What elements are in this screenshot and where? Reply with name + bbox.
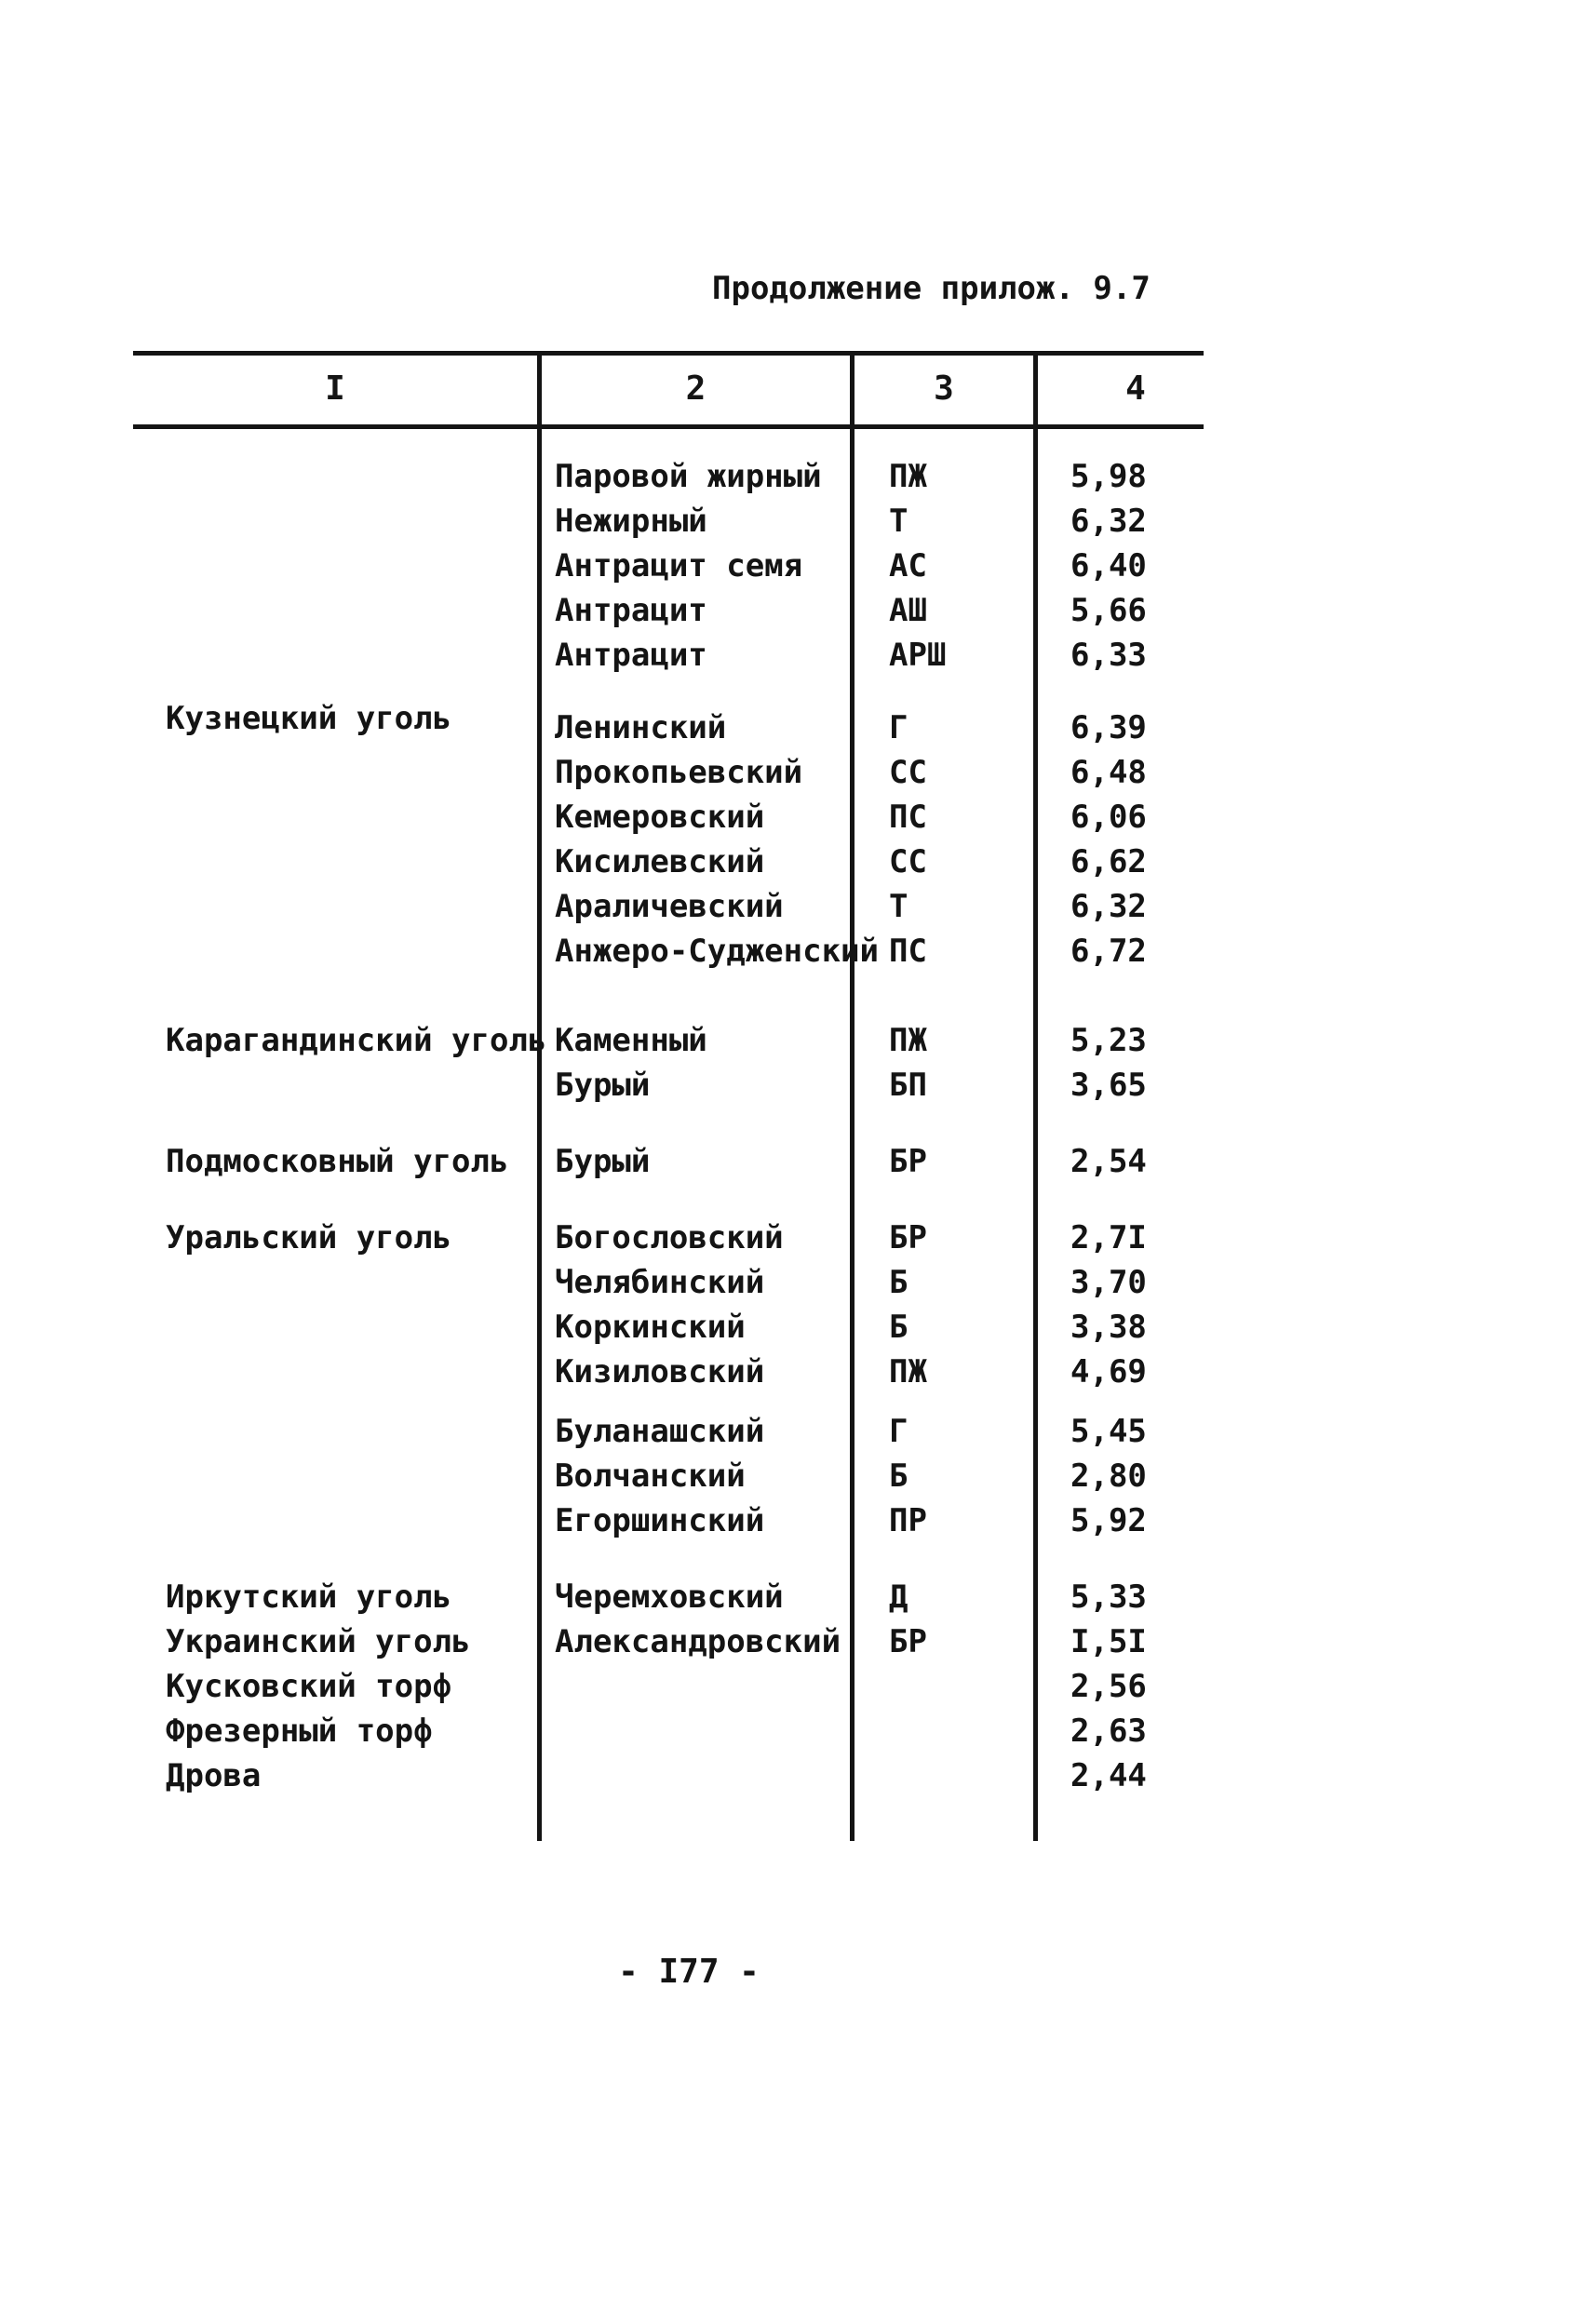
fuel-grade-cell: Егоршинский (555, 1502, 765, 1539)
fuel-type-cell: Кузнецкий уголь (166, 700, 452, 737)
value-cell: 3,70 (1070, 1264, 1147, 1301)
grade-code-cell: БП (889, 1067, 927, 1104)
fuel-type-cell: Фрезерный торф (166, 1713, 433, 1750)
grade-code-cell: ПЖ (889, 1353, 927, 1390)
value-cell: 4,69 (1070, 1353, 1147, 1390)
fuel-grade-cell: Кемеровский (555, 799, 765, 836)
grade-code-cell: ПС (889, 933, 927, 970)
value-cell: 6,33 (1070, 637, 1147, 674)
fuel-grade-cell: Волчанский (555, 1458, 746, 1495)
fuel-type-cell: Карагандинский уголь (166, 1022, 547, 1059)
grade-code-cell: Б (889, 1458, 908, 1495)
header-col-2: 2 (685, 369, 707, 408)
value-cell: 6,62 (1070, 843, 1147, 880)
fuel-grade-cell: Нежирный (555, 503, 707, 540)
grade-code-cell: ПЖ (889, 1022, 927, 1059)
fuel-grade-cell: Коркинский (555, 1309, 746, 1346)
grade-code-cell: ПР (889, 1502, 927, 1539)
grade-code-cell: БР (889, 1219, 927, 1256)
value-cell: 5,92 (1070, 1502, 1147, 1539)
fuel-grade-cell: Буланашский (555, 1413, 765, 1450)
fuel-grade-cell: Ленинский (555, 709, 727, 746)
value-cell: 6,32 (1070, 888, 1147, 925)
grade-code-cell: Г (889, 1413, 908, 1450)
value-cell: 2,63 (1070, 1713, 1147, 1750)
grade-code-cell: ПЖ (889, 458, 927, 495)
value-cell: 2,80 (1070, 1458, 1147, 1495)
fuel-grade-cell: Антрацит (555, 637, 707, 674)
fuel-type-cell: Украинский уголь (166, 1623, 471, 1660)
fuel-type-cell: Кусковский торф (166, 1668, 452, 1705)
fuel-grade-cell: Бурый (555, 1143, 651, 1180)
grade-code-cell: АРШ (889, 637, 947, 674)
grade-code-cell: ПС (889, 799, 927, 836)
grade-code-cell: Т (889, 888, 908, 925)
column-divider-1 (537, 352, 542, 1841)
fuel-type-cell: Уральский уголь (166, 1219, 452, 1256)
header-col-4: 4 (1125, 369, 1146, 408)
fuel-grade-cell: Каменный (555, 1022, 707, 1059)
value-cell: 6,40 (1070, 547, 1147, 584)
value-cell: 6,06 (1070, 799, 1147, 836)
value-cell: I,5I (1070, 1623, 1147, 1660)
fuel-type-cell: Подмосковный уголь (166, 1143, 509, 1180)
grade-code-cell: Т (889, 503, 908, 540)
grade-code-cell: БР (889, 1623, 927, 1660)
value-cell: 5,33 (1070, 1578, 1147, 1616)
grade-code-cell: СС (889, 754, 927, 791)
value-cell: 2,56 (1070, 1668, 1147, 1705)
value-cell: 5,66 (1070, 592, 1147, 629)
fuel-grade-cell: Богословский (555, 1219, 784, 1256)
fuel-grade-cell: Черемховский (555, 1578, 784, 1616)
page-number: - I77 - (618, 1953, 760, 1991)
table-header-rule (133, 424, 1204, 429)
grade-code-cell: АШ (889, 592, 927, 629)
fuel-type-cell: Иркутский уголь (166, 1578, 452, 1616)
header-col-1: I (325, 369, 345, 408)
fuel-grade-cell: Челябинский (555, 1264, 765, 1301)
value-cell: 6,72 (1070, 933, 1147, 970)
table-caption: Продолжение прилож. 9.7 (712, 270, 1151, 307)
column-divider-3 (1033, 352, 1038, 1841)
value-cell: 6,32 (1070, 503, 1147, 540)
value-cell: 2,54 (1070, 1143, 1147, 1180)
grade-code-cell: Г (889, 709, 908, 746)
fuel-grade-cell: Прокопьевский (555, 754, 803, 791)
grade-code-cell: БР (889, 1143, 927, 1180)
value-cell: 6,48 (1070, 754, 1147, 791)
fuel-grade-cell: Антрацит семя (555, 547, 803, 584)
value-cell: 6,39 (1070, 709, 1147, 746)
value-cell: 5,98 (1070, 458, 1147, 495)
value-cell: 5,23 (1070, 1022, 1147, 1059)
value-cell: 3,38 (1070, 1309, 1147, 1346)
fuel-grade-cell: Александровский (555, 1623, 841, 1660)
fuel-grade-cell: Паровой жирный (555, 458, 822, 495)
fuel-grade-cell: Кисилевский (555, 843, 765, 880)
grade-code-cell: Б (889, 1309, 908, 1346)
value-cell: 3,65 (1070, 1067, 1147, 1104)
fuel-grade-cell: Араличевский (555, 888, 784, 925)
header-col-3: 3 (934, 369, 954, 408)
grade-code-cell: АС (889, 547, 927, 584)
value-cell: 2,7I (1070, 1219, 1147, 1256)
fuel-grade-cell: Антрацит (555, 592, 707, 629)
fuel-grade-cell: Анжеро-Судженский (555, 933, 879, 970)
grade-code-cell: Б (889, 1264, 908, 1301)
fuel-type-cell: Дрова (166, 1757, 262, 1794)
value-cell: 2,44 (1070, 1757, 1147, 1794)
fuel-grade-cell: Бурый (555, 1067, 651, 1104)
grade-code-cell: Д (889, 1578, 908, 1616)
column-divider-2 (850, 352, 855, 1841)
grade-code-cell: СС (889, 843, 927, 880)
value-cell: 5,45 (1070, 1413, 1147, 1450)
table-top-rule (133, 351, 1204, 356)
fuel-grade-cell: Кизиловский (555, 1353, 765, 1390)
